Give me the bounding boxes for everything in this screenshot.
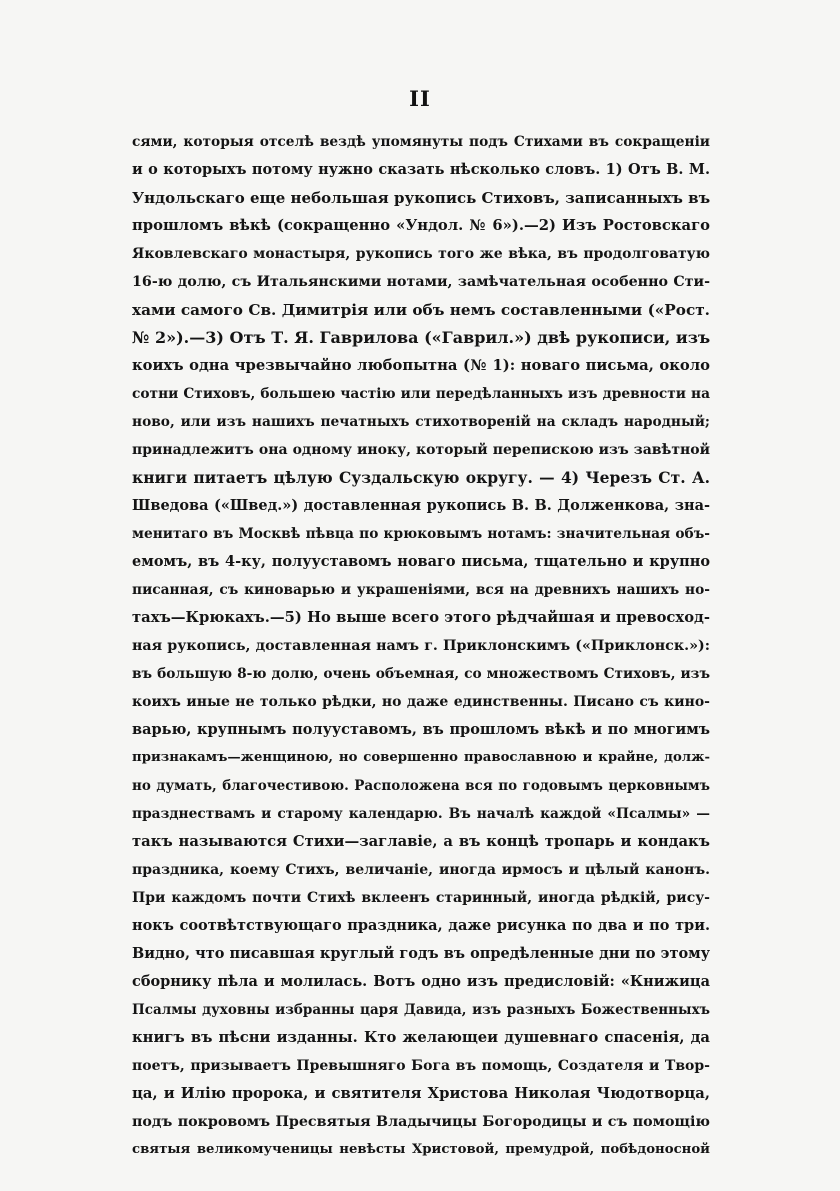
text-line: книги питаетъ цѣлую Суздальскую округу. — 4) Черезъ Ст. А. xyxy=(132,468,710,487)
text-line: Видно, что писавшая круглый годъ въ опредѣленные дни по этому xyxy=(132,945,710,962)
text-line: ца, и Илію пророка, и святителя Христова Николая Чюдотворца, xyxy=(132,1085,710,1102)
text-line: При каждомъ почти Стихѣ вклеенъ старинный, иногда рѣдкій, рису- xyxy=(132,890,710,906)
text-line: поетъ, призываетъ Превышняго Бога въ помощь, Создателя и Твор- xyxy=(132,1058,710,1074)
text-line: принадлежитъ она одному иноку, который перепискою изъ завѣтной xyxy=(132,442,710,458)
text-line: ново, или изъ нашихъ печатныхъ стихотвореній на складъ народный; xyxy=(132,414,710,430)
text-line: хами самого Св. Димитрія или объ немъ составленными («Рост. xyxy=(132,301,710,319)
text-line: коихъ иные не только рѣдки, но даже единственны. Писано съ кино- xyxy=(132,694,710,710)
text-line: празднествамъ и старому календарю. Въ началѣ каждой «Псалмы» — xyxy=(132,806,710,822)
text-line: ная рукопись, доставленная намъ г. Приклонскимъ («Приклонск.»): xyxy=(132,638,710,654)
text-line: Ундольскаго еще небольшая рукопись Стиховъ, записанныхъ въ xyxy=(132,189,711,207)
text-line: въ большую 8-ю долю, очень объемная, со множествомъ Стиховъ, изъ xyxy=(132,666,710,682)
text-line: но думать, благочестивою. Расположена вся по годовымъ церковнымъ xyxy=(132,778,710,794)
text-line: Шведова («Швед.») доставленная рукопись В. В. Долженкова, зна- xyxy=(132,497,710,514)
text-line: 16-ю долю, съ Итальянскими нотами, замѣчательная особенно Сти- xyxy=(132,274,710,290)
text-line: Яковлевскаго монастыря, рукопись того же вѣка, въ продолговатую xyxy=(132,246,710,262)
text-line: емомъ, въ 4-ку, полууставомъ новаго письма, тщательно и крупно xyxy=(132,553,710,570)
text-line: прошломъ вѣкѣ (сокращенно «Ундол. № 6»).—2) Изъ Ростовскаго xyxy=(132,217,710,234)
text-line: такъ называются Стихи—заглавіе, а въ концѣ тропарь и кондакъ xyxy=(132,833,710,850)
text-line: святыя великомученицы невѣсты Христовой, премудрой, побѣдоносной xyxy=(132,1142,710,1157)
text-line: коихъ одна чрезвычайно любопытна (№ 1): новаго письма, около xyxy=(132,357,710,374)
text-line: подъ покровомъ Пресвятыя Владычицы Богородицы и съ помощію xyxy=(132,1114,710,1130)
text-line: тахъ—Крюкахъ.—5) Но выше всего этого рѣдчайшая и превосход- xyxy=(132,609,710,626)
text-line: признакамъ—женщиною, но совершенно православною и крайне, долж- xyxy=(132,750,710,765)
text-line: сотни Стиховъ, большею частію или передѣланныхъ изъ древности на xyxy=(132,386,710,402)
text-line: Псалмы духовны избранны царя Давида, изъ разныхъ Божественныхъ xyxy=(132,1002,710,1018)
text-line: № 2»).—3) Отъ Т. Я. Гаврилова («Гаврил.») двѣ рукописи, изъ xyxy=(132,328,711,347)
text-line: писанная, съ киноварью и украшеніями, вся на древнихъ нашихъ но- xyxy=(132,582,710,598)
text-line: праздника, коему Стихъ, величаніе, иногда ирмосъ и цѣлый канонъ. xyxy=(132,862,710,878)
text-line: сборнику пѣла и молилась. Вотъ одно изъ предисловій: «Книжица xyxy=(132,973,710,990)
body-text xyxy=(132,128,710,1164)
text-line: и о которыхъ потому нужно сказать нѣсколько словъ. 1) Отъ В. М. xyxy=(132,161,710,178)
text-line: менитаго въ Москвѣ пѣвца по крюковымъ нотамъ: значительная объ- xyxy=(132,526,710,542)
text-line: книгъ въ пѣсни изданны. Кто желающеи душевнаго спасенія, да xyxy=(132,1029,710,1046)
text-line: сями, которыя отселѣ вездѣ упомянуты подъ Стихами въ сокращеніи xyxy=(132,134,710,150)
page-number: II xyxy=(409,86,431,111)
text-line: нокъ соотвѣтствующаго праздника, даже рисунка по два и по три. xyxy=(132,917,710,934)
text-line: варью, крупнымъ полууставомъ, въ прошломъ вѣкѣ и по многимъ xyxy=(132,721,710,738)
